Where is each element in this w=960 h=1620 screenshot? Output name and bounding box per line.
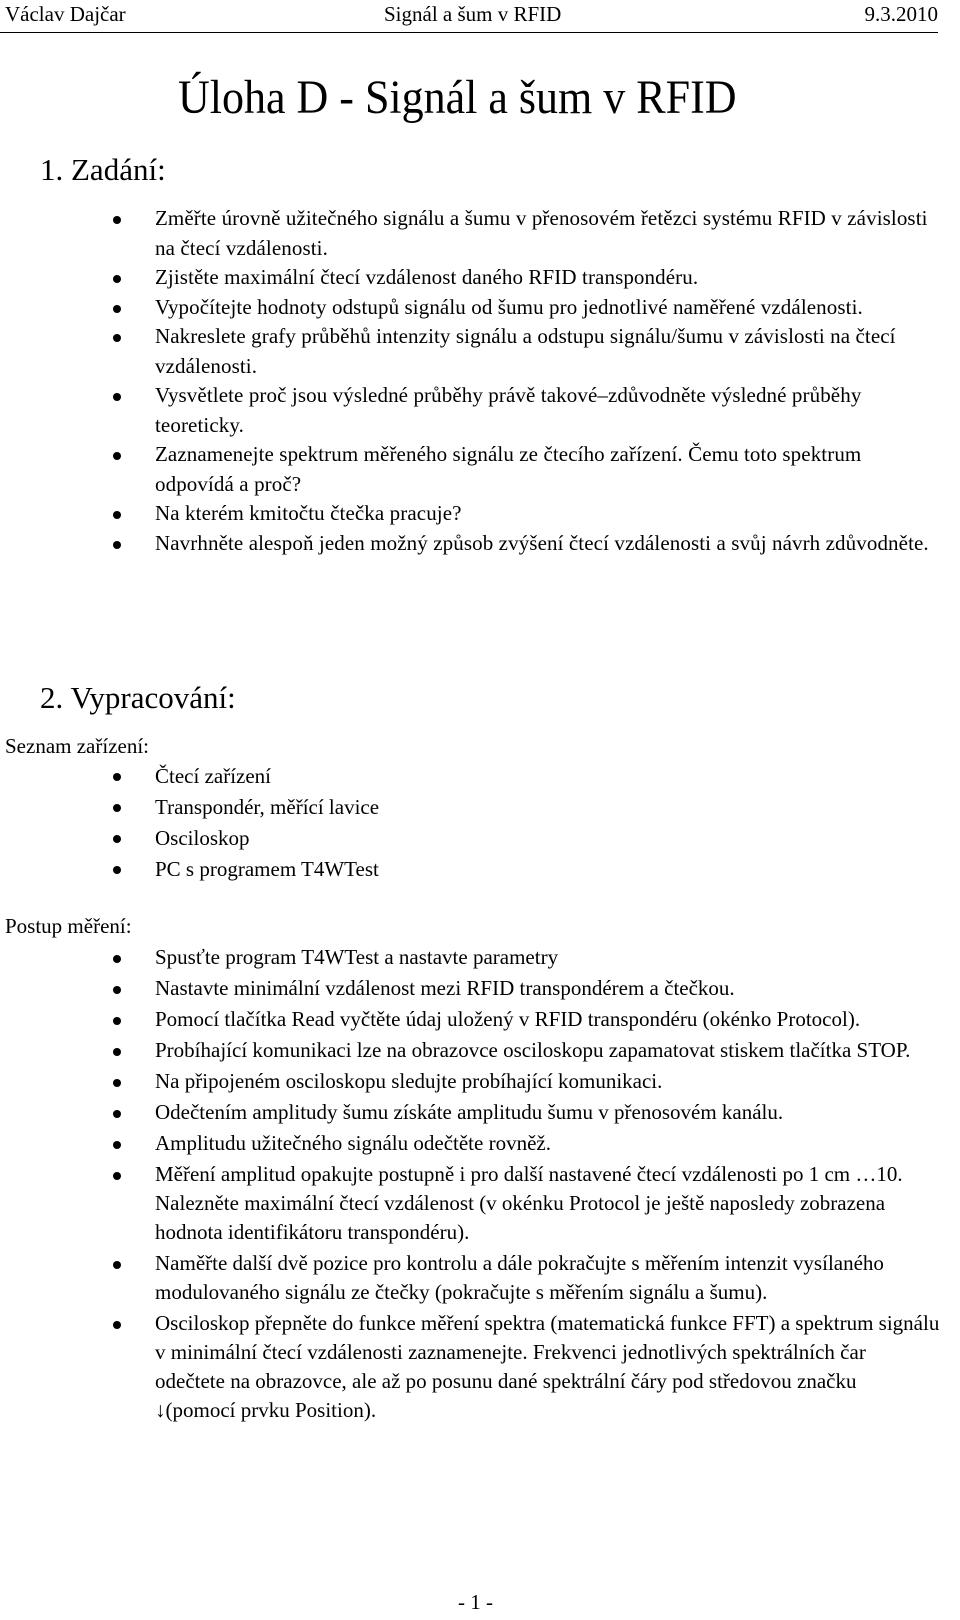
bullet-icon: [113, 1321, 121, 1329]
list-item-text: Amplitudu užitečného signálu odečtěte rovněž.: [155, 1131, 551, 1155]
equipment-list: [0, 761, 940, 885]
bullet-icon: [113, 305, 121, 313]
page-header: [0, 0, 938, 33]
list-item-text: Měření amplitud opakujte postupně i pro další nastavené čtecí vzdálenosti po 1 cm …10. Nalezněte maximální čtecí vzdálenost (v okénku Protocol je ještě naposledy zobrazena hodnota identifikátoru transpondéru).: [155, 1162, 903, 1244]
list-item-text: Čtecí zařízení: [155, 764, 272, 788]
list-item-text: PC s programem T4WTest: [155, 857, 379, 881]
bullet-icon: [113, 1048, 121, 1056]
list-item: [0, 1249, 940, 1307]
list-item: [0, 761, 940, 792]
list-item-text: Odečtením amplitudy šumu získáte amplitudu šumu v přenosovém kanálu.: [155, 1100, 784, 1124]
list-item-text: Osciloskop přepněte do funkce měření spektra (matematická funkce FFT) a spektrum signálu v minimální čtecí vzdálenosti zaznamenejte. Frekvenci jednotlivých spektrálních čar odečtete na obrazovce, ale až po posunu dané spektrální čáry pod středovou značku ↓(pomocí prvku Position).: [155, 1311, 940, 1422]
page-number: - 1 -: [458, 1590, 493, 1614]
bullet-icon: [113, 1141, 121, 1149]
bullet-icon: [113, 1172, 121, 1180]
section-heading-assignment: 1. Zadání:: [40, 152, 166, 187]
list-item: [0, 381, 940, 440]
bullet-icon: [113, 986, 121, 994]
procedure-label: Postup měření:: [5, 914, 132, 938]
bullet-icon: [113, 1017, 121, 1025]
bullet-icon: [113, 452, 121, 460]
list-item-text: Na kterém kmitočtu čtečka pracuje?: [155, 501, 462, 525]
list-item-text: Pomocí tlačítka Read vyčtěte údaj uložený v RFID transpondéru (okénko Protocol).: [155, 1007, 861, 1031]
bullet-icon: [113, 955, 121, 963]
bullet-icon: [113, 1079, 121, 1087]
list-item: [0, 263, 940, 293]
list-item-text: Spusťte program T4WTest a nastavte parametry: [155, 945, 559, 969]
list-item: [0, 792, 940, 823]
bullet-icon: [113, 393, 121, 401]
bullet-icon: [113, 216, 121, 224]
bullet-icon: [113, 541, 121, 549]
list-item-text: Zaznamenejte spektrum měřeného signálu ze čtecího zařízení. Čemu toto spektrum odpovídá a proč?: [155, 442, 862, 496]
list-item-text: Nastavte minimální vzdálenost mezi RFID transpondérem a čtečkou.: [155, 976, 735, 1000]
list-item: [0, 293, 940, 323]
list-item: [0, 1309, 940, 1425]
list-item: [0, 1098, 940, 1127]
list-item-text: Na připojeném osciloskopu sledujte probíhající komunikaci.: [155, 1069, 663, 1093]
list-item-text: Osciloskop: [155, 826, 250, 850]
bullet-icon: [113, 511, 121, 519]
list-item: [0, 322, 940, 381]
bullet-icon: [113, 835, 121, 843]
equipment-label: Seznam zařízení:: [5, 734, 150, 758]
list-item: [0, 1129, 940, 1158]
list-item-text: Vysvětlete proč jsou výsledné průběhy právě takové–zdůvodněte výsledné průběhy teoreticky.: [155, 383, 862, 437]
section-heading-work: 2. Vypracování:: [40, 680, 236, 715]
list-item: [0, 974, 940, 1003]
assignment-list: [0, 204, 940, 558]
list-item-text: Naměřte další dvě pozice pro kontrolu a dále pokračujte s měřením intenzit vysílaného modulovaného signálu ze čtečky (pokračujte s měřením signálu a šumu).: [155, 1251, 884, 1304]
list-item: [0, 943, 940, 972]
bullet-icon: [113, 866, 121, 874]
list-item: [0, 1005, 940, 1034]
list-item: [0, 823, 940, 854]
header-title: Signál a šum v RFID: [384, 2, 562, 26]
bullet-icon: [113, 334, 121, 342]
list-item-text: Transpondér, měřící lavice: [155, 795, 380, 819]
list-item: [0, 1036, 940, 1065]
header-date: 9.3.2010: [864, 2, 938, 26]
list-item-text: Probíhající komunikaci lze na obrazovce osciloskopu zapamatovat stiskem tlačítka STOP.: [155, 1038, 911, 1062]
bullet-icon: [113, 1110, 121, 1118]
list-item-text: Změřte úrovně užitečného signálu a šumu v přenosovém řetězci systému RFID v závislosti na čtecí vzdálenosti.: [155, 206, 928, 260]
bullet-icon: [113, 1261, 121, 1269]
document-title: Úloha D - Signál a šum v RFID: [178, 71, 737, 124]
list-item: [0, 204, 940, 263]
procedure-list: [0, 943, 940, 1427]
list-item-text: Nakreslete grafy průběhů intenzity signálu a odstupu signálu/šumu v závislosti na čtecí vzdálenosti.: [155, 324, 896, 378]
list-item: [0, 854, 940, 885]
bullet-icon: [113, 275, 121, 283]
bullet-icon: [113, 804, 121, 812]
list-item-text: Navrhněte alespoň jeden možný způsob zvýšení čtecí vzdálenosti a svůj návrh zdůvodněte.: [155, 530, 929, 555]
list-item-text: Vypočítejte hodnoty odstupů signálu od šumu pro jednotlivé naměřené vzdálenosti.: [155, 294, 863, 319]
list-item-text: Zjistěte maximální čtecí vzdálenost daného RFID transpondéru.: [155, 265, 699, 289]
list-item: [0, 1067, 940, 1096]
list-item: [0, 440, 940, 499]
header-author: Václav Dajčar: [5, 2, 126, 26]
list-item: [0, 1160, 940, 1247]
list-item: [0, 499, 940, 529]
bullet-icon: [113, 773, 121, 781]
list-item: [0, 529, 940, 559]
